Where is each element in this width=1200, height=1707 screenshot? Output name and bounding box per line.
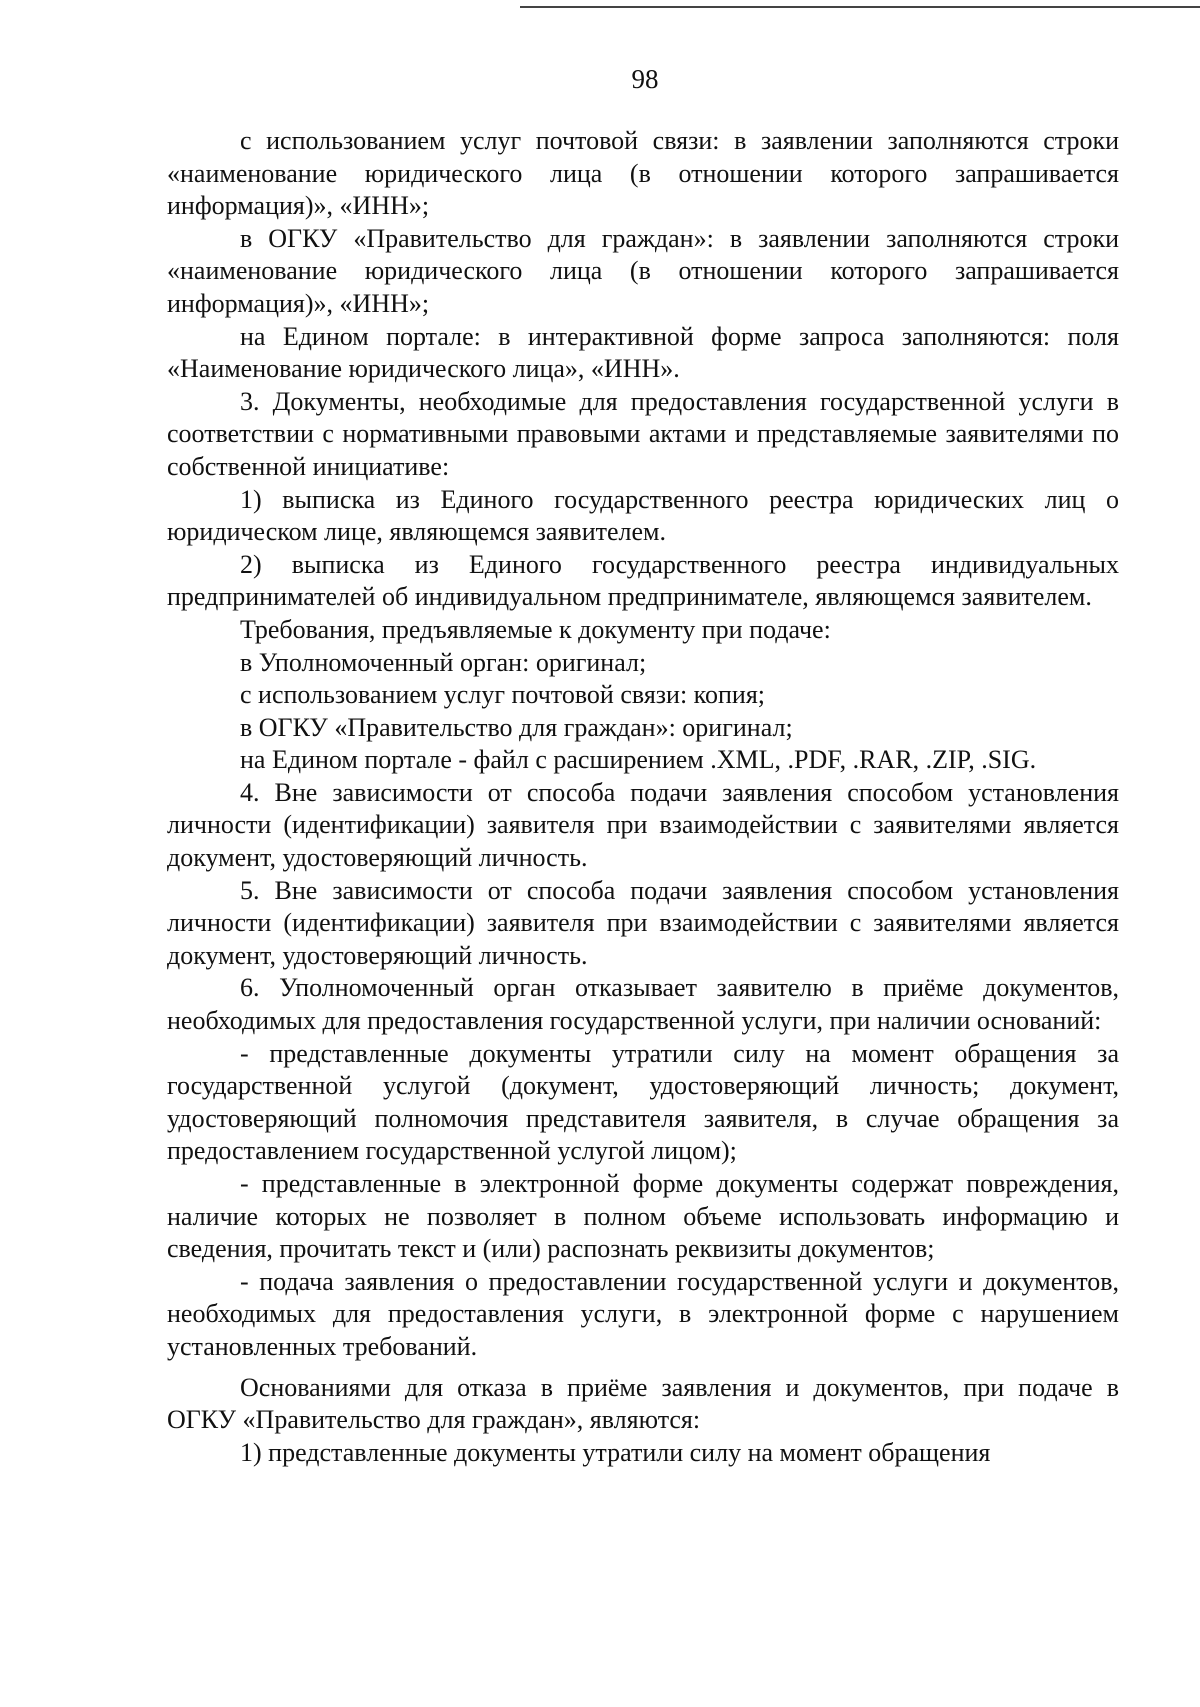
paragraph-portal: на Едином портале: в интерактивной форме запроса заполняются: поля «Наименование юридического лица», «ИНН». bbox=[167, 321, 1119, 384]
paragraph-item-3: 3. Документы, необходимые для предоставления государственной услуги в соответствии с нормативными правовыми актами и представляемые заявителями по собственной инициативе: bbox=[167, 386, 1119, 481]
paragraph-ogku: в ОГКУ «Правительство для граждан»: в заявлении заполняются строки «наименование юридического лица (в отношении которого запрашивается информация)», «ИНН»; bbox=[167, 223, 1119, 318]
paragraph-item-6: 6. Уполномоченный орган отказывает заявителю в приёме документов, необходимых для предоставления государственной услуги, при наличии оснований: bbox=[167, 973, 1119, 1036]
page-number: 98 bbox=[631, 64, 659, 94]
paragraph-item-4: 4. Вне зависимости от способа подачи заявления способом установления личности (идентификации) заявителя при взаимодействии с заявителями является документ, удостоверяющий личность. bbox=[167, 777, 1119, 873]
paragraph-refusal-ground-2: - представленные в электронной форме документы содержат повреждения, наличие которых не позволяет в полном объеме использовать информацию и сведения, прочитать текст и (или) распознать реквизиты документов; bbox=[167, 1169, 1119, 1264]
top-scan-rule bbox=[520, 6, 1200, 8]
paragraph-requirements: Требования, предъявляемые к документу при подаче: bbox=[240, 614, 831, 644]
paragraph-req-authority: в Уполномоченный орган: оригинал; bbox=[240, 647, 647, 677]
paragraph-refusal-ground-1: - представленные документы утратили силу на момент обращения за государственной услугой (документ, удостоверяющий личность; документ, удостоверяющий полномочия представителя заявителя, в случае обращения за предоставлением государственной услугой лицом); bbox=[167, 1038, 1119, 1166]
paragraph-req-ogku: в ОГКУ «Правительство для граждан»: оригинал; bbox=[240, 712, 793, 742]
paragraph-ogku-grounds: Основаниями для отказа в приёме заявления и документов, при подаче в ОГКУ «Правительство для граждан», являются: bbox=[167, 1372, 1119, 1435]
paragraph-req-portal: на Едином портале - файл с расширением .XML, .PDF, .RAR, .ZIP, .SIG. bbox=[240, 745, 1037, 775]
document-body bbox=[167, 125, 1119, 1469]
paragraph-postal: с использованием услуг почтовой связи: в заявлении заполняются строки «наименование юридического лица (в отношении которого запрашивается информация)», «ИНН»; bbox=[167, 126, 1119, 221]
paragraph-refusal-ground-3: - подача заявления о предоставлении государственной услуги и документов, необходимых для предоставления услуги, в электронной форме с нарушением установленных требований. bbox=[167, 1266, 1119, 1361]
paragraph-subitem-2: 2) выписка из Единого государственного реестра индивидуальных предпринимателей об индивидуальном предпринимателе, являющемся заявителем. bbox=[167, 549, 1119, 612]
paragraph-req-postal: с использованием услуг почтовой связи: копия; bbox=[240, 680, 766, 710]
paragraph-subitem-1: 1) выписка из Единого государственного реестра юридических лиц о юридическом лице, являющемся заявителем. bbox=[167, 484, 1119, 547]
paragraph-ogku-ground-1: 1) представленные документы утратили силу на момент обращения bbox=[240, 1437, 991, 1467]
paragraph-item-5: 5. Вне зависимости от способа подачи заявления способом установления личности (идентификации) заявителя при взаимодействии с заявителями является документ, удостоверяющий личность. bbox=[167, 875, 1119, 970]
